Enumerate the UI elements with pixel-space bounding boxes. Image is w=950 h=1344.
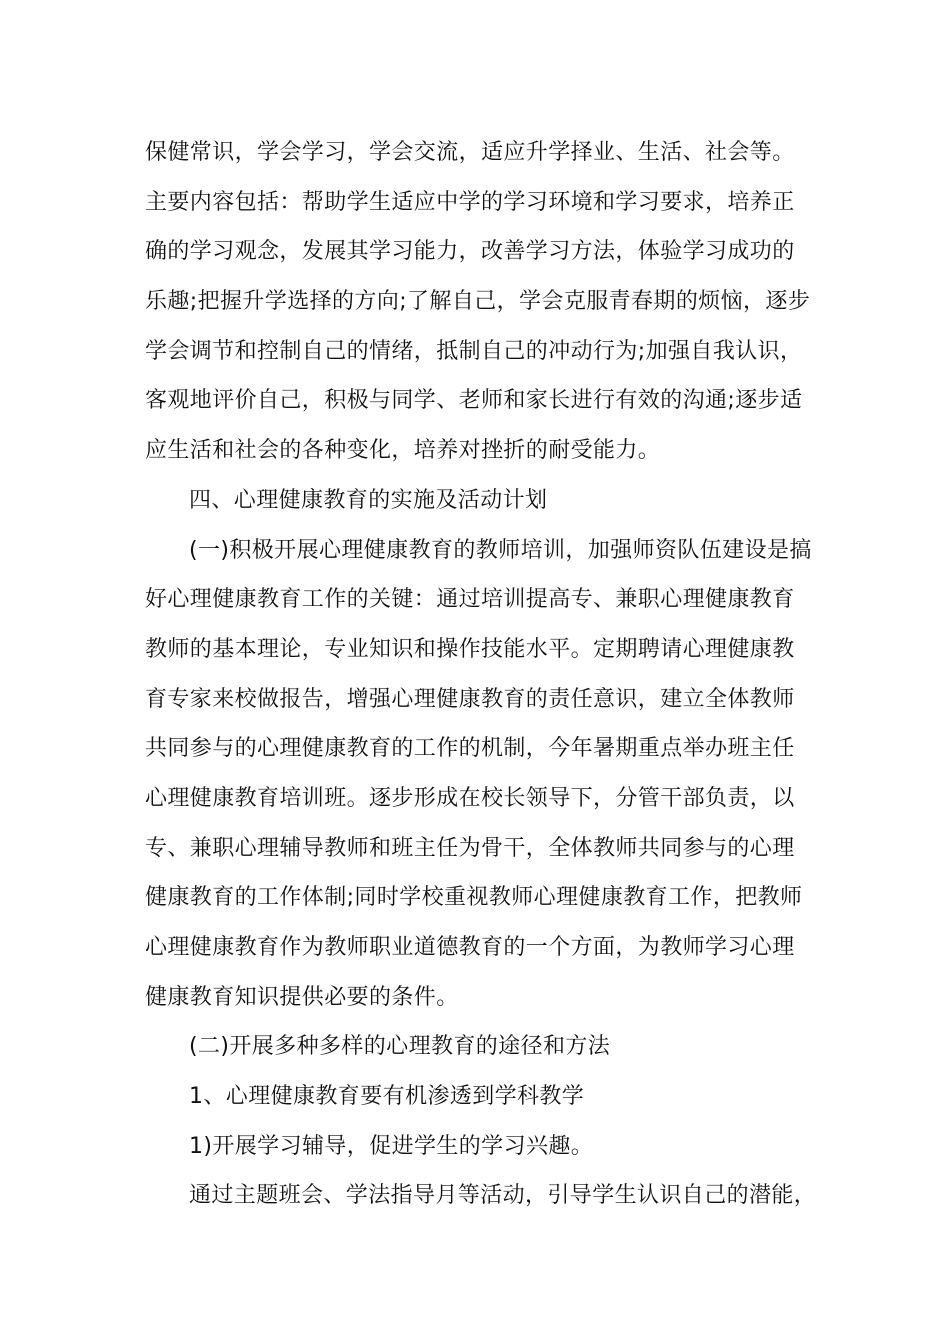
text-line: 保健常识，学会学习，学会交流，适应升学择业、生活、社会等。: [145, 140, 795, 165]
text-line: 专、兼职心理辅导教师和班主任为骨干，全体教师共同参与的心理: [145, 835, 795, 861]
item-heading: 1、心理健康教育要有机渗透到学科教学: [189, 1084, 585, 1110]
text-line: 心理健康教育作为教师职业道德教育的一个方面，为教师学习心理: [145, 935, 795, 960]
document-body: [145, 128, 825, 1221]
subitem-heading: 1)开展学习辅导，促进学生的学习兴趣。: [189, 1133, 594, 1159]
text-line: 通过主题班会、学法指导月等活动，引导学生认识自己的潜能，: [189, 1183, 817, 1209]
section-heading: 四、心理健康教育的实施及活动计划: [189, 487, 548, 513]
text-line: 客观地评价自己，积极与同学、老师和家长进行有效的沟通;逐步适: [145, 388, 803, 414]
text-line: 育专家来校做报告，增强心理健康教育的责任意识，建立全体教师: [145, 686, 795, 712]
text-line: 健康教育的工作体制;同时学校重视教师心理健康教育工作，把教师: [145, 885, 803, 911]
subsection-heading: (一)积极开展心理健康教育的教师培训，加强师资队伍建设是搞: [189, 537, 812, 563]
text-line: 主要内容包括：帮助学生适应中学的学习环境和学习要求，培养正: [145, 189, 795, 215]
text-line: 学会调节和控制自己的情绪，抵制自己的冲动行为;加强自我认识，: [145, 338, 803, 364]
text-line: 好心理健康教育工作的关键：通过培训提高专、兼职心理健康教育: [145, 587, 795, 613]
subsection-heading: (二)开展多种多样的心理教育的途径和方法: [189, 1034, 611, 1060]
text-line: 共同参与的心理健康教育的工作的机制，今年暑期重点举办班主任: [145, 736, 795, 762]
text-line: 应生活和社会的各种变化，培养对挫折的耐受能力。: [145, 438, 661, 464]
text-line: 乐趣;把握升学选择的方向;了解自己，学会克服青春期的烦恼，逐步: [145, 289, 811, 315]
text-line: 教师的基本理论，专业知识和操作技能水平。定期聘请心理健康教: [145, 636, 795, 662]
text-line: 心理健康教育培训班。逐步形成在校长领导下，分管干部负责，以: [145, 785, 795, 811]
text-line: 健康教育知识提供必要的条件。: [145, 984, 459, 1010]
text-line: 确的学习观念，发展其学习能力，改善学习方法，体验学习成功的: [145, 239, 795, 265]
